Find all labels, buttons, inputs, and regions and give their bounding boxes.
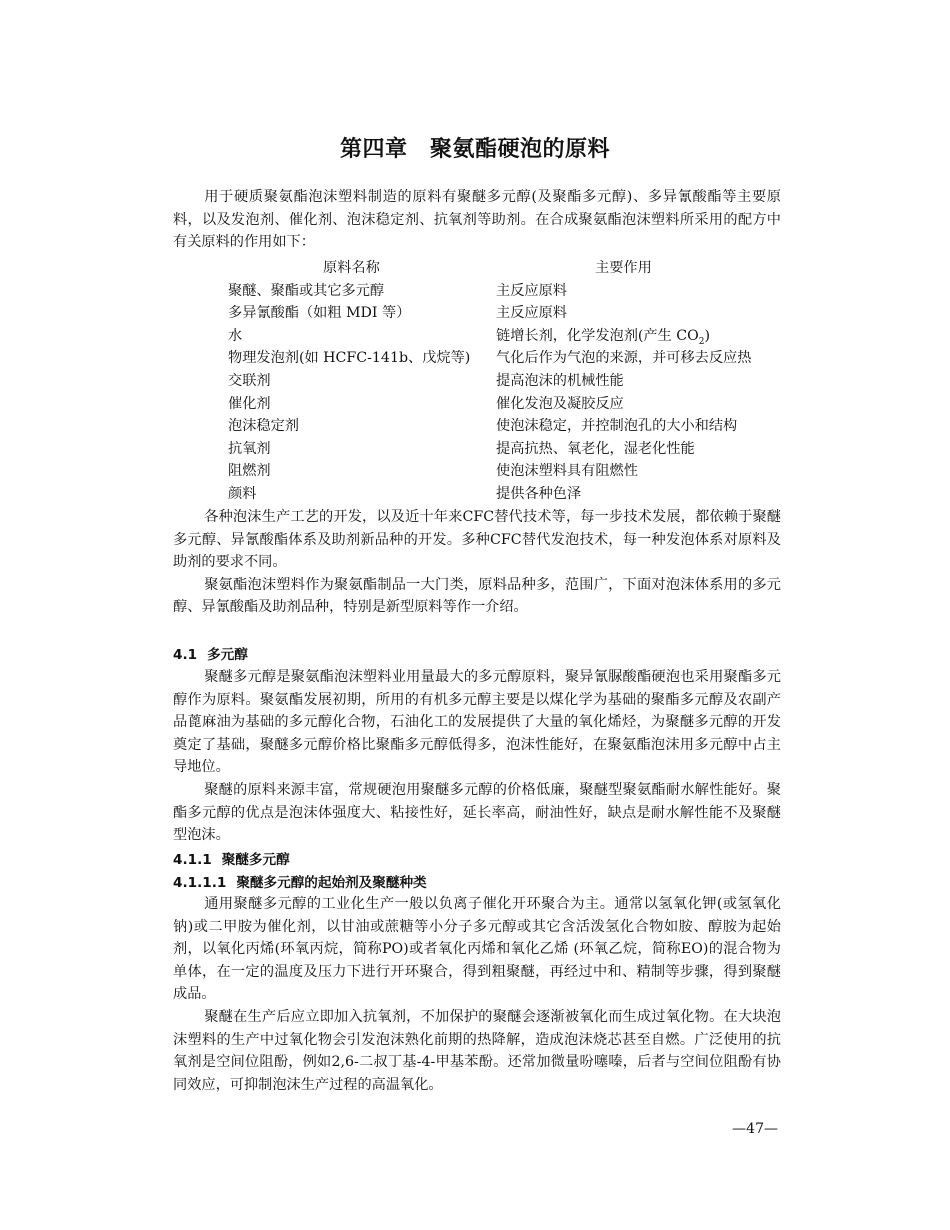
material-role: 使泡沫塑料具有阻燃性 [496, 463, 638, 480]
material-role: 主反应原料 [496, 305, 567, 322]
section-heading [173, 645, 781, 665]
material-name: 物理发泡剂(如 HCFC-141b、戊烷等) [228, 350, 471, 367]
material-role: 提高抗热、氧老化，湿老化性能 [496, 440, 695, 457]
subsection-heading [173, 850, 781, 870]
material-role: 气化后作为气泡的来源，并可移去反应热 [496, 350, 752, 367]
material-role-text: 链增长剂，化学发泡剂(产生 CO [496, 327, 699, 344]
subsubsection-heading [173, 873, 781, 893]
material-role: 使泡沫稳定，并控制泡孔的大小和结构 [496, 418, 738, 435]
page-number: —47— [732, 1121, 778, 1137]
paragraph-antioxidant: 聚醚在生产后应立即加入抗氧剂，不加保护的聚醚会逐渐被氧化而生成过氧化物。在大块泡沫塑料的生产中过氧化物会引发泡沫熟化前期的热降解，造成泡沫烧芯甚至自燃。广泛使用的抗氧剂是空间位阻酚，例如2,6-二叔丁基-4-甲基苯酚。还常加微量吩噻嗪，后者与空间位阻酚有协同效应，可抑制泡沫生产过程的高温氧化。 [173, 1008, 781, 1093]
material-role-end: ) [704, 327, 711, 344]
chapter-title: 第四章 聚氨酯硬泡的原料 [339, 137, 610, 162]
paragraph-polyols: 聚醚多元醇是聚氨酯泡沫塑料业用量最大的多元醇原料，聚异氰脲酸酯硬泡也采用聚酯多元醇作为原料。聚氨酯发展初期，所用的有机多元醇主要是以煤化学为基础的聚酯多元醇及农副产品蓖麻油为基础的多元醇化合物，石油化工的发展提供了大量的氧化烯烃，为聚醚多元醇的开发奠定了基础，聚醚多元醇价格比聚酯多元醇低得多，泡沫性能好，在聚氨酯泡沫用多元醇中占主导地位。 [173, 669, 781, 776]
subsection-number: 4.1.1 [173, 852, 212, 868]
subsubsection-number: 4.1.1.1 [173, 875, 227, 891]
material-name: 聚醚、聚酯或其它多元醇 [228, 282, 385, 299]
subsubsection-title: 聚醚多元醇的起始剂及聚醚种类 [236, 875, 427, 891]
material-name: 水 [228, 327, 243, 344]
material-role: 提高泡沫的机械性能 [496, 372, 624, 389]
section-4-1 [173, 645, 781, 665]
material-name: 阻燃剂 [228, 463, 271, 480]
material-role: 催化发泡及凝胶反应 [496, 395, 624, 412]
material-name: 泡沫稳定剂 [228, 418, 299, 435]
body-block-3 [173, 893, 781, 1096]
table-header-role: 主要作用 [595, 260, 652, 276]
table-row [173, 483, 781, 506]
table-row [173, 415, 781, 438]
table-row [173, 370, 781, 393]
material-name: 催化剂 [228, 395, 271, 412]
material-name: 颜料 [228, 485, 257, 502]
table-row [173, 438, 781, 461]
table-row [173, 347, 781, 370]
section-4-1-1-1 [173, 873, 781, 893]
body-block-2 [173, 666, 781, 847]
material-role: 主反应原料 [496, 282, 567, 299]
material-name: 抗氧剂 [228, 440, 271, 457]
material-name: 多异氰酸酯（如粗 MDI 等） [228, 305, 411, 322]
table-row [173, 460, 781, 483]
table-header-name: 原料名称 [323, 260, 380, 276]
table-header-row [173, 257, 781, 280]
table-row [173, 325, 781, 348]
co2-subscript: 2 [698, 336, 705, 347]
subsection-title: 聚醚多元醇 [221, 852, 290, 868]
table-row [173, 302, 781, 325]
paragraph-polyether-advantages: 聚醚的原料来源丰富，常规硬泡用聚醚多元醇的价格低廉，聚醚型聚氨酯耐水解性能好。聚酯多元醇的优点是泡沫体强度大、粘接性好，延长率高，耐油性好，缺点是耐水解性能不及聚醚型泡沫。 [173, 781, 781, 844]
material-role: 提供各种色泽 [496, 485, 582, 502]
section-4-1-1 [173, 850, 781, 870]
material-name: 交联剂 [228, 372, 271, 389]
section-title: 多元醇 [207, 647, 248, 663]
intro-block [173, 186, 781, 254]
table-row [173, 393, 781, 416]
materials-table [173, 257, 781, 506]
paragraph-overview: 聚氨酯泡沫塑料作为聚氨酯制品一大门类，原料品种多，范围广，下面对泡沫体系用的多元醇、异氰酸酯及助剂品种，特别是新型原料等作一介绍。 [173, 576, 781, 616]
table-row [173, 280, 781, 303]
body-block-1 [173, 506, 781, 619]
intro-paragraph: 用于硬质聚氨酯泡沫塑料制造的原料有聚醚多元醇(及聚酯多元醇)、多异氰酸酯等主要原料，以及发泡剂、催化剂、泡沫稳定剂、抗氧剂等助剂。在合成聚氨酯泡沫塑料所采用的配方中有关原料的作用如下： [173, 189, 781, 251]
paragraph-production: 通用聚醚多元醇的工业化生产一般以负离子催化开环聚合为主。通常以氢氧化钾(或氢氧化钠)或二甲胺为催化剂，以甘油或蔗糖等小分子多元醇或其它含活泼氢化合物如胺、醇胺为起始剂，以氧化丙烯(环氧丙烷，简称PO)或者氧化丙烯和氧化乙烯 (环氧乙烷，简称EO)的混合物为单体，在一定的温度及压力下进行开环聚合，得到粗聚醚，再经过中和、精制等步骤，得到聚醚成品。 [173, 896, 781, 1003]
paragraph-cfc: 各种泡沫生产工艺的开发，以及近十年来CFC替代技术等，每一步技术发展，都依赖于聚醚多元醇、异氰酸酯体系及助剂新品种的开发。多种CFC替代发泡技术，每一种发泡体系对原料及助剂的要求不同。 [173, 509, 781, 571]
section-number: 4.1 [173, 647, 198, 663]
